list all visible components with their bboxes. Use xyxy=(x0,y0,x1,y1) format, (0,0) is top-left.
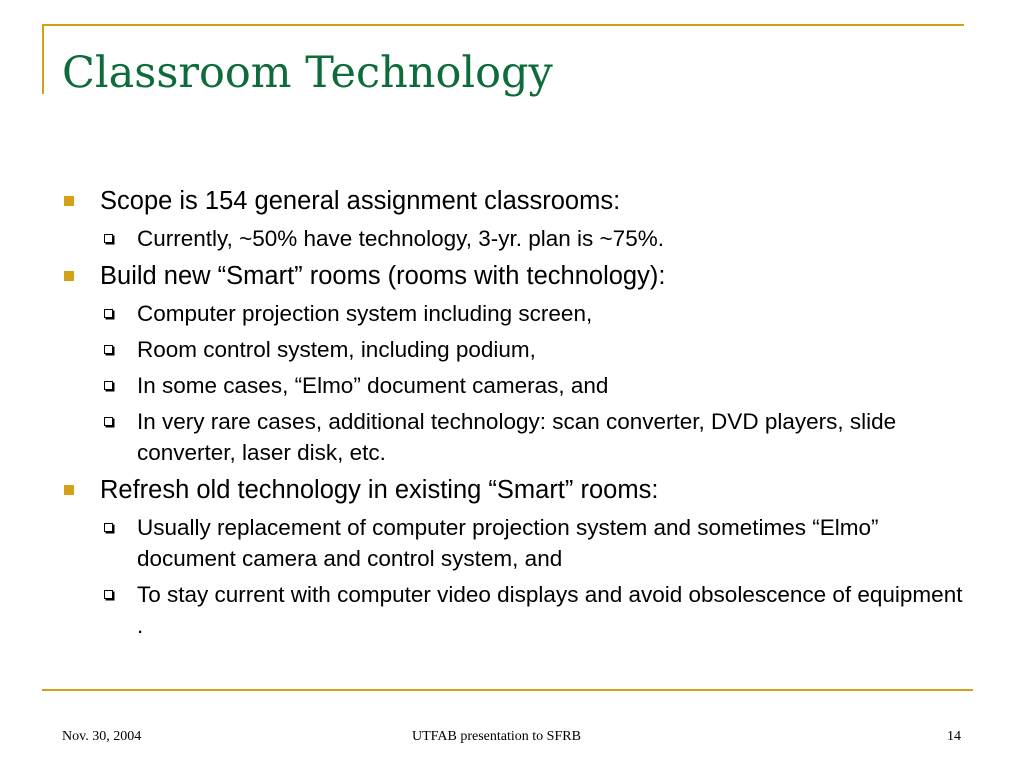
hollow-square-bullet-icon xyxy=(104,345,113,354)
hollow-square-bullet-icon xyxy=(104,523,113,532)
hollow-square-bullet-icon xyxy=(104,590,113,599)
subbullet-text: Room control system, including podium, xyxy=(137,337,536,362)
subbullet-text: To stay current with computer video displays and avoid obsolescence of equipment . xyxy=(137,582,963,638)
square-bullet-icon xyxy=(64,485,74,495)
slide-title: Classroom Technology xyxy=(62,48,553,98)
subbullet-rare-technology xyxy=(62,406,967,468)
subbullet-projection xyxy=(62,298,967,329)
hollow-square-bullet-icon xyxy=(104,417,113,426)
bullet-text: Build new “Smart” rooms (rooms with technology): xyxy=(100,262,666,290)
bullet-refresh xyxy=(62,473,967,507)
subbullet-text: In some cases, “Elmo” document cameras, and xyxy=(137,373,609,398)
subbullet-text: In very rare cases, additional technology: scan converter, DVD players, slide converter, laser disk, etc. xyxy=(137,409,897,465)
bullet-text: Scope is 154 general assignment classrooms: xyxy=(100,187,621,215)
footer-divider xyxy=(42,689,973,691)
subbullet-room-control xyxy=(62,334,967,365)
subbullet-replacement xyxy=(62,512,967,574)
hollow-square-bullet-icon xyxy=(104,309,113,318)
bullet-build-new xyxy=(62,259,967,293)
hollow-square-bullet-icon xyxy=(104,381,113,390)
subbullet-text: Usually replacement of computer projection system and sometimes “Elmo” document camera and control system, and xyxy=(137,515,879,571)
subbullet-text: Currently, ~50% have technology, 3-yr. plan is ~75%. xyxy=(137,226,664,251)
subbullet-text: Computer projection system including screen, xyxy=(137,301,593,326)
square-bullet-icon xyxy=(64,196,74,206)
left-frame-line xyxy=(42,24,44,94)
footer-page-number: 14 xyxy=(947,729,961,744)
square-bullet-icon xyxy=(64,271,74,281)
subbullet-elmo-cameras xyxy=(62,370,967,401)
footer-presentation-title: UTFAB presentation to SFRB xyxy=(412,729,581,744)
top-frame-line xyxy=(42,24,964,26)
subbullet-stay-current xyxy=(62,579,967,641)
bullet-scope xyxy=(62,184,967,218)
slide-content xyxy=(62,184,967,646)
subbullet-current-coverage xyxy=(62,223,967,254)
bullet-text: Refresh old technology in existing “Smart” rooms: xyxy=(100,476,659,504)
hollow-square-bullet-icon xyxy=(104,234,113,243)
footer-date: Nov. 30, 2004 xyxy=(62,729,142,744)
